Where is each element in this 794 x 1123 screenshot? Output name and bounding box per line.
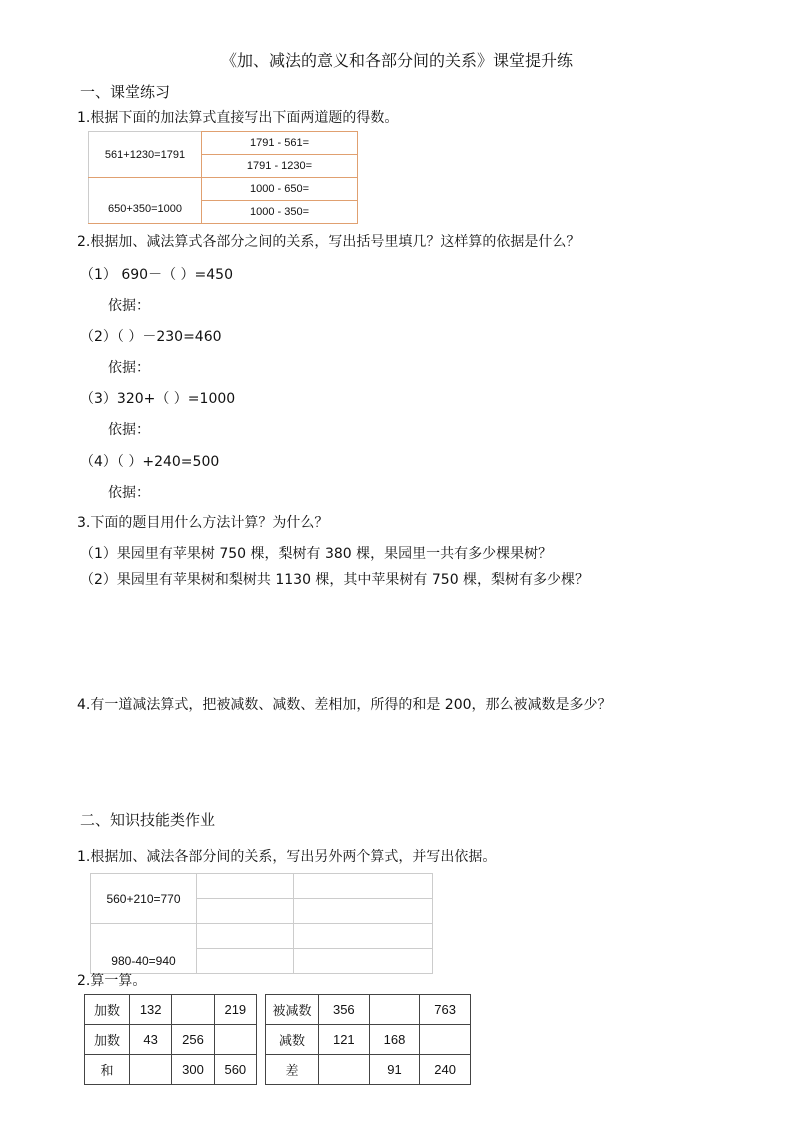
q1-table — [88, 131, 358, 224]
cell[interactable] — [369, 995, 420, 1025]
section1-heading: 一、课堂练习 — [80, 83, 171, 101]
cell: 560 — [214, 1055, 256, 1085]
q2-item-1: （1） 690－（ ）=450 — [80, 267, 233, 283]
cell: 763 — [420, 995, 471, 1025]
q2-basis-4: 依据： — [108, 485, 150, 501]
cell[interactable] — [172, 995, 214, 1025]
cell: 132 — [130, 995, 172, 1025]
answer-cell[interactable] — [197, 924, 294, 949]
cell: 91 — [369, 1055, 420, 1085]
q2-text: 2.根据加、减法算式各部分之间的关系，写出括号里填几？这样算的依据是什么？ — [77, 234, 581, 250]
subtraction-table — [265, 994, 471, 1085]
cell: 356 — [319, 995, 370, 1025]
cell[interactable] — [420, 1025, 471, 1055]
answer-cell[interactable] — [197, 949, 294, 974]
q3-item-1: （1）果园里有苹果树 750 棵，梨树有 380 棵，果园里一共有多少棵果树？ — [80, 546, 553, 562]
q1-given-2: 650+350=1000 — [89, 178, 202, 224]
cell: 240 — [420, 1055, 471, 1085]
section2-heading: 二、知识技能类作业 — [80, 811, 216, 829]
q2-item-3: （3）320+（ ）=1000 — [80, 391, 236, 407]
row-label: 差 — [266, 1055, 319, 1085]
q1-item: 1000 - 350= — [202, 201, 358, 224]
q1-item: 1791 - 561= — [202, 132, 358, 155]
answer-cell[interactable] — [294, 949, 433, 974]
q3-text: 3.下面的题目用什么方法计算？为什么？ — [77, 515, 329, 531]
cell[interactable] — [130, 1055, 172, 1085]
cell: 300 — [172, 1055, 214, 1085]
cell: 256 — [172, 1025, 214, 1055]
answer-cell[interactable] — [294, 924, 433, 949]
addition-table — [84, 994, 257, 1085]
q2-item-2: （2）（ ）－230=460 — [80, 329, 222, 345]
answer-cell[interactable] — [197, 899, 294, 924]
q2-basis-3: 依据： — [108, 422, 150, 438]
s2-q1-text: 1.根据加、减法各部分间的关系，写出另外两个算式，并写出依据。 — [77, 849, 497, 865]
row-label: 加数 — [85, 995, 130, 1025]
answer-cell[interactable] — [294, 899, 433, 924]
s2-q1-table — [90, 873, 433, 974]
q1-text: 1.根据下面的加法算式直接写出下面两道题的得数。 — [77, 110, 399, 126]
s2-q2-text: 2.算一算。 — [77, 973, 147, 989]
s2-equation-1: 560+210=770 — [91, 874, 197, 924]
cell[interactable] — [214, 1025, 256, 1055]
q1-item: 1791 - 1230= — [202, 155, 358, 178]
page-title: 《加、减法的意义和各部分间的关系》课堂提升练 — [220, 51, 573, 70]
s2-equation-2: 980-40=940 — [91, 924, 197, 974]
q1-given-1: 561+1230=1791 — [89, 132, 202, 178]
answer-cell[interactable] — [197, 874, 294, 899]
q2-item-4: （4）（ ）+240=500 — [80, 454, 220, 470]
q2-basis-1: 依据： — [108, 298, 150, 314]
q1-item: 1000 - 650= — [202, 178, 358, 201]
cell[interactable] — [319, 1055, 370, 1085]
cell: 219 — [214, 995, 256, 1025]
row-label: 加数 — [85, 1025, 130, 1055]
row-label: 减数 — [266, 1025, 319, 1055]
cell: 43 — [130, 1025, 172, 1055]
cell: 121 — [319, 1025, 370, 1055]
answer-cell[interactable] — [294, 874, 433, 899]
q2-basis-2: 依据： — [108, 360, 150, 376]
q3-item-2: （2）果园里有苹果树和梨树共 1130 棵，其中苹果树有 750 棵，梨树有多少棵？ — [80, 572, 590, 588]
row-label: 和 — [85, 1055, 130, 1085]
q4-text: 4.有一道减法算式，把被减数、减数、差相加，所得的和是 200，那么被减数是多少？ — [77, 697, 612, 713]
cell: 168 — [369, 1025, 420, 1055]
row-label: 被减数 — [266, 995, 319, 1025]
